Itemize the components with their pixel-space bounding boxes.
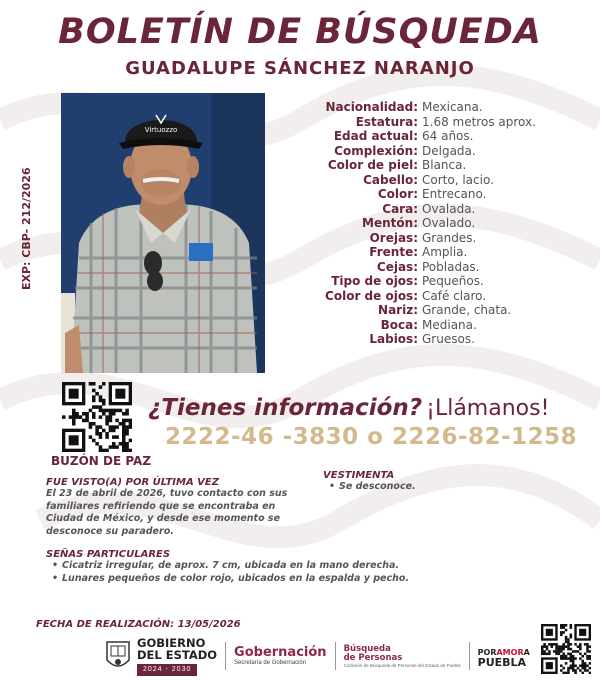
a-text: A	[523, 647, 530, 657]
spec-row	[300, 173, 590, 188]
person-photo	[61, 93, 265, 373]
gobierno-line1: GOBIERNO	[137, 635, 206, 650]
busqueda-logo	[344, 645, 461, 668]
spec-row	[300, 332, 590, 347]
spec-row	[300, 274, 590, 289]
person-portrait-image	[61, 93, 265, 373]
gobierno-del-estado-logo	[137, 637, 217, 676]
amor-text: AMOR	[496, 647, 524, 657]
busqueda-line2: de Personas	[343, 652, 403, 663]
spec-label: Boca:	[380, 317, 418, 332]
spec-value: Blanca.	[422, 158, 467, 172]
qr-code-small-icon[interactable]	[541, 624, 591, 674]
contact-phones[interactable]: 2222-46 -3830 o 2226-82-1258	[165, 424, 578, 450]
spec-value: 1.68 metros aprox.	[422, 114, 536, 129]
footer-divider	[335, 642, 336, 670]
spec-label: Labios:	[369, 332, 418, 346]
spec-value: Mediana.	[422, 317, 477, 332]
gobernacion-logo	[234, 646, 327, 666]
buzon-de-paz-label: BUZÓN DE PAZ	[50, 454, 152, 468]
missing-person-name: GUADALUPE SÁNCHEZ NARANJO	[125, 58, 475, 79]
gobernacion-subtitle: Secretaría de Gobernación	[234, 660, 307, 666]
spec-label: Cara:	[382, 201, 418, 216]
spec-label: Mentón:	[362, 216, 418, 230]
spec-row	[300, 260, 590, 275]
contact-call-to-action	[148, 395, 549, 421]
spec-value: Amplia.	[422, 245, 468, 259]
state-seal-icon	[105, 638, 131, 674]
physical-description-list	[300, 100, 590, 347]
last-seen-heading: FUE VISTO(A) POR ÚLTIMA VEZ	[46, 477, 219, 488]
expediente-number: EXP: CBP- 212/2026	[20, 167, 33, 290]
spec-row	[300, 144, 590, 159]
last-seen-section	[46, 477, 296, 538]
spec-label: Orejas:	[369, 230, 418, 245]
clothing-section	[323, 470, 563, 494]
spec-label: Complexión:	[334, 143, 418, 158]
spec-value: Grande, chata.	[422, 303, 512, 317]
spec-label: Tipo de ojos:	[331, 274, 418, 288]
spec-value: Delgada.	[422, 143, 476, 158]
por-amor-a-puebla-logo	[478, 645, 530, 668]
spec-label: Color:	[377, 187, 418, 201]
spec-value: Grandes.	[422, 230, 477, 245]
mark-item: • Lunares pequeños de color rojo, ubicados en la espalda y pecho.	[46, 573, 566, 586]
spec-row	[300, 303, 590, 318]
footer-divider	[225, 642, 226, 670]
contact-call-text: ¡Llámanos!	[426, 396, 550, 421]
gobernacion-title: Gobernación	[234, 645, 327, 660]
spec-row	[300, 245, 590, 260]
gobierno-line2: DEL ESTADO	[137, 647, 218, 662]
mark-item: • Cicatriz irregular, de aprox. 7 cm, ubicada en la mano derecha.	[46, 560, 566, 573]
spec-value: Ovalado.	[422, 216, 476, 230]
spec-value: Ovalada.	[422, 201, 476, 216]
spec-row	[300, 100, 590, 115]
spec-value: 64 años.	[422, 129, 474, 143]
spec-row	[300, 289, 590, 304]
busqueda-subtitle: Comisión de Búsqueda de Personas del Estado de Puebla	[343, 662, 461, 668]
qr-code-icon[interactable]	[62, 382, 132, 452]
spec-value: Gruesos.	[422, 332, 475, 346]
spec-label: Frente:	[369, 245, 418, 259]
spec-label: Nacionalidad:	[325, 100, 418, 114]
contact-question: ¿Tienes información?	[148, 395, 423, 421]
spec-value: Mexicana.	[422, 100, 483, 114]
creation-date: FECHA DE REALIZACIÓN: 13/05/2026	[36, 619, 241, 630]
cap-logo-text: Virtuozzo	[144, 126, 178, 134]
spec-row	[300, 129, 590, 144]
spec-label: Cabello:	[363, 172, 418, 187]
por-text: POR	[477, 647, 497, 657]
spec-row	[300, 202, 590, 217]
spec-label: Color de ojos:	[325, 288, 418, 303]
bulletin-title: BOLETÍN DE BÚSQUEDA	[58, 12, 542, 52]
busqueda-line1: Búsqueda	[343, 643, 391, 654]
spec-row	[300, 231, 590, 246]
distinguishing-marks-section	[46, 549, 566, 585]
spec-value: Entrecano.	[422, 187, 487, 201]
footer-logos	[105, 636, 530, 676]
footer-divider	[469, 642, 470, 670]
clothing-heading: VESTIMENTA	[323, 470, 395, 481]
spec-label: Nariz:	[378, 303, 418, 317]
last-seen-text: El 23 de abril de 2026, tuvo contacto con sus familiares refiriendo que se encontraba en Ciudad de México, y desde ese momento se desconoce su paradero.	[46, 488, 288, 537]
spec-label: Edad actual:	[333, 129, 418, 143]
spec-value: Pobladas.	[422, 259, 480, 274]
spec-row	[300, 187, 590, 202]
spec-value: Pequeños.	[422, 274, 484, 288]
spec-label: Color de piel:	[327, 158, 418, 172]
spec-row	[300, 318, 590, 333]
puebla-text: PUEBLA	[477, 655, 527, 669]
spec-value: Café claro.	[422, 288, 487, 303]
spec-row	[300, 158, 590, 173]
clothing-item: • Se desconoce.	[323, 481, 563, 494]
spec-row	[300, 216, 590, 231]
spec-value: Corto, lacio.	[422, 172, 494, 187]
spec-label: Estatura:	[355, 114, 418, 129]
marks-heading: SEÑAS PARTICULARES	[46, 549, 171, 560]
spec-label: Cejas:	[376, 259, 418, 274]
gobierno-years: 2024 - 2030	[137, 664, 197, 676]
spec-row	[300, 115, 590, 130]
